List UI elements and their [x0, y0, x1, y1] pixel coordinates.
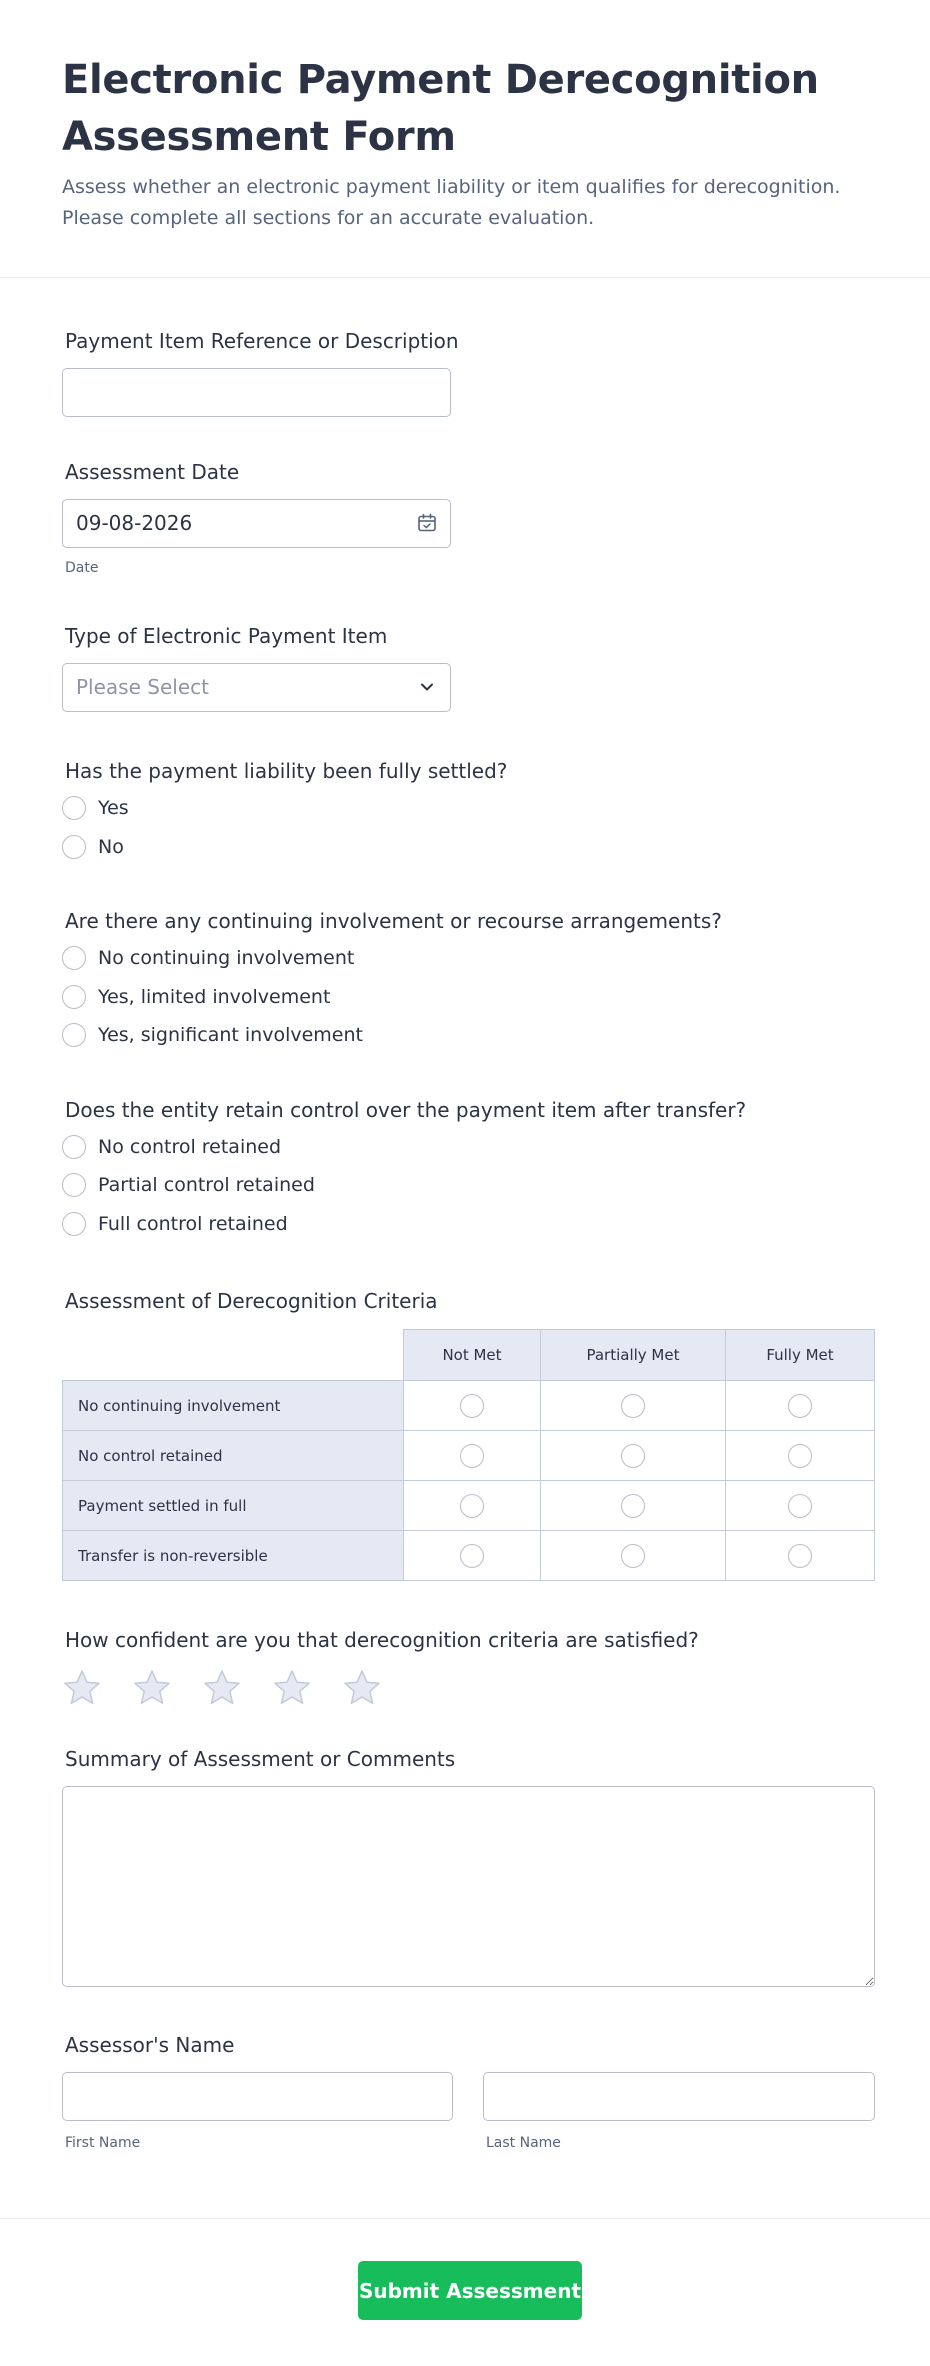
- matrix-row: [63, 1531, 875, 1581]
- matrix-field: [62, 1288, 876, 1581]
- involvement-option-none[interactable]: [62, 939, 876, 978]
- matrix-cell: [541, 1531, 726, 1581]
- type-label: Type of Electronic Payment Item: [65, 624, 388, 648]
- radio-button[interactable]: [621, 1394, 645, 1418]
- radio-label: Yes, significant involvement: [98, 1024, 363, 1047]
- matrix-column-header: Not Met: [404, 1330, 541, 1381]
- matrix-column-header: Fully Met: [726, 1330, 875, 1381]
- matrix-cell: [404, 1531, 541, 1581]
- radio-button[interactable]: [62, 1135, 86, 1159]
- chevron-down-icon: [416, 676, 438, 698]
- radio-button[interactable]: [621, 1444, 645, 1468]
- radio-button[interactable]: [460, 1544, 484, 1568]
- criteria-matrix: [62, 1329, 875, 1581]
- matrix-row-label: No continuing involvement: [63, 1381, 404, 1431]
- involvement-option-significant[interactable]: [62, 1016, 876, 1055]
- matrix-cell: [541, 1381, 726, 1431]
- summary-field: [62, 1746, 876, 1987]
- page-title: Electronic Payment Derecognition Assessment Form: [62, 57, 819, 160]
- matrix-label: Assessment of Derecognition Criteria: [65, 1289, 438, 1313]
- radio-label: Yes: [98, 797, 129, 820]
- matrix-cell: [726, 1481, 875, 1531]
- reference-field: [62, 328, 876, 417]
- assessor-field: [62, 2032, 876, 2152]
- form-header: [0, 0, 930, 278]
- last-name-group: [483, 2072, 875, 2152]
- matrix-cell: [404, 1431, 541, 1481]
- control-option-none[interactable]: [62, 1128, 876, 1167]
- matrix-corner: [63, 1330, 404, 1381]
- radio-button[interactable]: [62, 946, 86, 970]
- page-subtitle: Assess whether an electronic payment liability or item qualifies for derecognition. Please complete all sections for an accurate evaluation.: [62, 176, 841, 229]
- settled-options: [62, 789, 876, 866]
- confidence-label: How confident are you that derecognition criteria are satisfied?: [65, 1628, 699, 1652]
- type-placeholder: Please Select: [76, 675, 209, 699]
- date-value: 09-08-2026: [76, 511, 193, 535]
- star-icon[interactable]: [62, 1668, 102, 1708]
- radio-button[interactable]: [62, 1023, 86, 1047]
- last-name-sublabel: Last Name: [486, 2135, 561, 2151]
- matrix-row: [63, 1481, 875, 1531]
- matrix-cell: [404, 1481, 541, 1531]
- radio-button[interactable]: [62, 1212, 86, 1236]
- radio-button[interactable]: [621, 1544, 645, 1568]
- matrix-cell: [404, 1381, 541, 1431]
- control-option-partial[interactable]: [62, 1166, 876, 1205]
- control-field: [62, 1097, 876, 1244]
- radio-button[interactable]: [788, 1444, 812, 1468]
- radio-button[interactable]: [788, 1494, 812, 1518]
- first-name-group: [62, 2072, 453, 2152]
- radio-button[interactable]: [788, 1544, 812, 1568]
- radio-button[interactable]: [460, 1494, 484, 1518]
- star-icon[interactable]: [202, 1668, 242, 1708]
- radio-label: Partial control retained: [98, 1174, 315, 1197]
- radio-button[interactable]: [62, 985, 86, 1009]
- form-body: [0, 328, 930, 2152]
- radio-button[interactable]: [62, 1173, 86, 1197]
- assessor-inputs: [62, 2072, 876, 2152]
- radio-label: No: [98, 835, 124, 858]
- type-field: [62, 623, 876, 712]
- matrix-column-header: Partially Met: [541, 1330, 726, 1381]
- calendar-icon[interactable]: [416, 512, 438, 534]
- submit-button[interactable]: Submit Assessment: [358, 2261, 582, 2320]
- matrix-cell: [726, 1531, 875, 1581]
- matrix-row-label: Payment settled in full: [63, 1481, 404, 1531]
- matrix-cell: [541, 1481, 726, 1531]
- star-rating: [62, 1668, 876, 1708]
- radio-label: No control retained: [98, 1135, 282, 1158]
- type-select[interactable]: [62, 663, 451, 712]
- confidence-field: [62, 1627, 876, 1708]
- summary-label: Summary of Assessment or Comments: [65, 1747, 456, 1771]
- radio-label: Yes, limited involvement: [98, 985, 331, 1008]
- form-footer: [0, 2218, 930, 2366]
- control-option-full[interactable]: [62, 1205, 876, 1244]
- first-name-sublabel: First Name: [65, 2135, 141, 2151]
- involvement-field: [62, 908, 876, 1055]
- radio-button[interactable]: [62, 835, 86, 859]
- radio-button[interactable]: [460, 1444, 484, 1468]
- reference-input[interactable]: [62, 368, 451, 417]
- date-input[interactable]: [62, 499, 451, 548]
- matrix-row: [63, 1381, 875, 1431]
- last-name-input[interactable]: [483, 2072, 875, 2121]
- matrix-row-label: Transfer is non-reversible: [63, 1531, 404, 1581]
- assessor-label: Assessor's Name: [65, 2033, 235, 2057]
- settled-field: [62, 758, 876, 866]
- radio-button[interactable]: [460, 1394, 484, 1418]
- involvement-option-limited[interactable]: [62, 978, 876, 1017]
- settled-option-yes[interactable]: [62, 789, 876, 828]
- radio-button[interactable]: [62, 796, 86, 820]
- radio-button[interactable]: [788, 1394, 812, 1418]
- matrix-row: [63, 1431, 875, 1481]
- radio-label: No continuing involvement: [98, 947, 355, 970]
- star-icon[interactable]: [132, 1668, 172, 1708]
- control-options: [62, 1128, 876, 1244]
- involvement-options: [62, 939, 876, 1055]
- settled-label: Has the payment liability been fully settled?: [65, 759, 508, 783]
- matrix-cell: [726, 1431, 875, 1481]
- radio-label: Full control retained: [98, 1212, 288, 1235]
- settled-option-no[interactable]: [62, 828, 876, 867]
- date-label: Assessment Date: [65, 460, 240, 484]
- date-field: [62, 459, 876, 577]
- matrix-row-label: No control retained: [63, 1431, 404, 1481]
- summary-textarea[interactable]: [62, 1786, 875, 1987]
- matrix-cell: [726, 1381, 875, 1431]
- date-sublabel: Date: [65, 560, 99, 576]
- matrix-header-row: [63, 1330, 875, 1381]
- first-name-input[interactable]: [62, 2072, 453, 2121]
- involvement-label: Are there any continuing involvement or recourse arrangements?: [65, 909, 722, 933]
- matrix-cell: [541, 1431, 726, 1481]
- control-label: Does the entity retain control over the payment item after transfer?: [65, 1097, 747, 1122]
- reference-label: Payment Item Reference or Description: [65, 329, 459, 353]
- star-icon[interactable]: [342, 1668, 382, 1708]
- radio-button[interactable]: [621, 1494, 645, 1518]
- star-icon[interactable]: [272, 1668, 312, 1708]
